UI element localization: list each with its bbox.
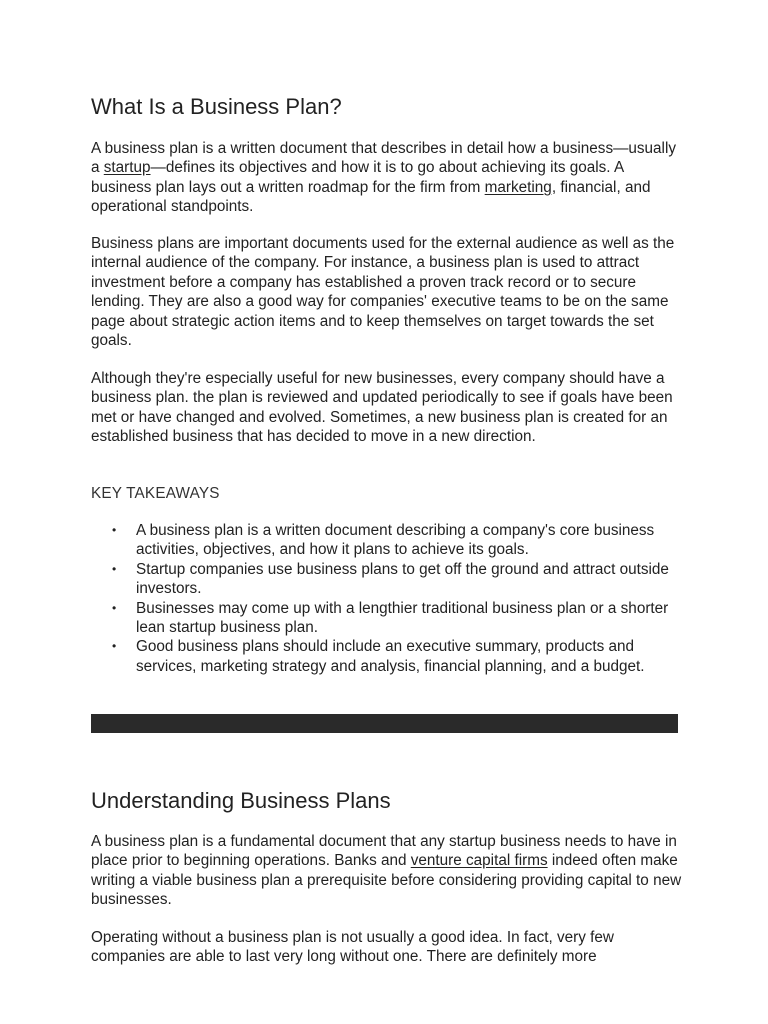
paragraph-definition <box>91 139 686 217</box>
paragraph-text: indeed often make writing a viable business plan a prerequisite before considering providing capital to new businesses. <box>91 852 682 909</box>
paragraph-operating-without: Operating without a business plan is not usually a good idea. In fact, very few companies are able to last very long without one. There are definitely more <box>91 929 614 966</box>
list-item-text: Startup companies use business plans to get off the ground and attract outside investors. <box>136 560 669 598</box>
paragraph-usefulness: Although they're especially useful for new businesses, every company should have a business plan. the plan is reviewed and updated periodically to see if goals have been met or have changed and evolved. Sometimes, a new business plan is created for an established business that has decided to move in a new direction. <box>91 370 673 446</box>
paragraph-text: , financial, and operational standpoints. <box>91 178 651 216</box>
list-item <box>91 521 681 560</box>
link-startup[interactable]: startup <box>103 159 151 177</box>
bullet-icon: • <box>112 600 117 615</box>
list-item <box>91 637 681 676</box>
list-item <box>91 560 681 599</box>
list-item <box>91 599 681 638</box>
bullet-icon: • <box>112 561 117 576</box>
list-item-text: A business plan is a written document describing a company's core business activities, objectives, and how it plans to achieve its goals. <box>136 522 655 559</box>
paragraph-text: —defines its objectives and how it is to go about achieving its goals. A business plan lays out a written roadmap for the firm from <box>91 159 624 196</box>
link-marketing[interactable]: marketing <box>484 178 552 196</box>
section-heading-what-is: What Is a Business Plan? <box>91 94 342 119</box>
paragraph-text: A business plan is a fundamental document that any startup business needs to have in place prior to beginning operations. Banks and <box>91 833 677 870</box>
paragraph-text: A business plan is a written document that describes in detail how a business—usually a <box>91 140 677 177</box>
bullet-icon: • <box>112 639 117 654</box>
key-takeaways-label: KEY TAKEAWAYS <box>91 485 220 502</box>
section-divider-bar <box>91 714 678 733</box>
bullet-icon: • <box>112 523 117 537</box>
list-item-text: Good business plans should include an executive summary, products and services, marketing strategy and analysis, financial planning, and a budget. <box>136 638 645 675</box>
paragraph-importance: Business plans are important documents used for the external audience as well as the internal audience of the company. For instance, a business plan is used to attract investment before a company has established a proven track record or to secure lending. They are also a good way for companies' executive teams to be on the same page about strategic action items and to keep themselves on target towards the set goals. <box>91 235 675 350</box>
link-venture-capital-firms[interactable]: venture capital firms <box>410 852 548 870</box>
paragraph-fundamental <box>91 832 686 910</box>
key-takeaways-list <box>91 521 681 676</box>
section-heading-understanding: Understanding Business Plans <box>91 788 391 813</box>
list-item-text: Businesses may come up with a lengthier traditional business plan or a shorter lean startup business plan. <box>136 599 669 637</box>
